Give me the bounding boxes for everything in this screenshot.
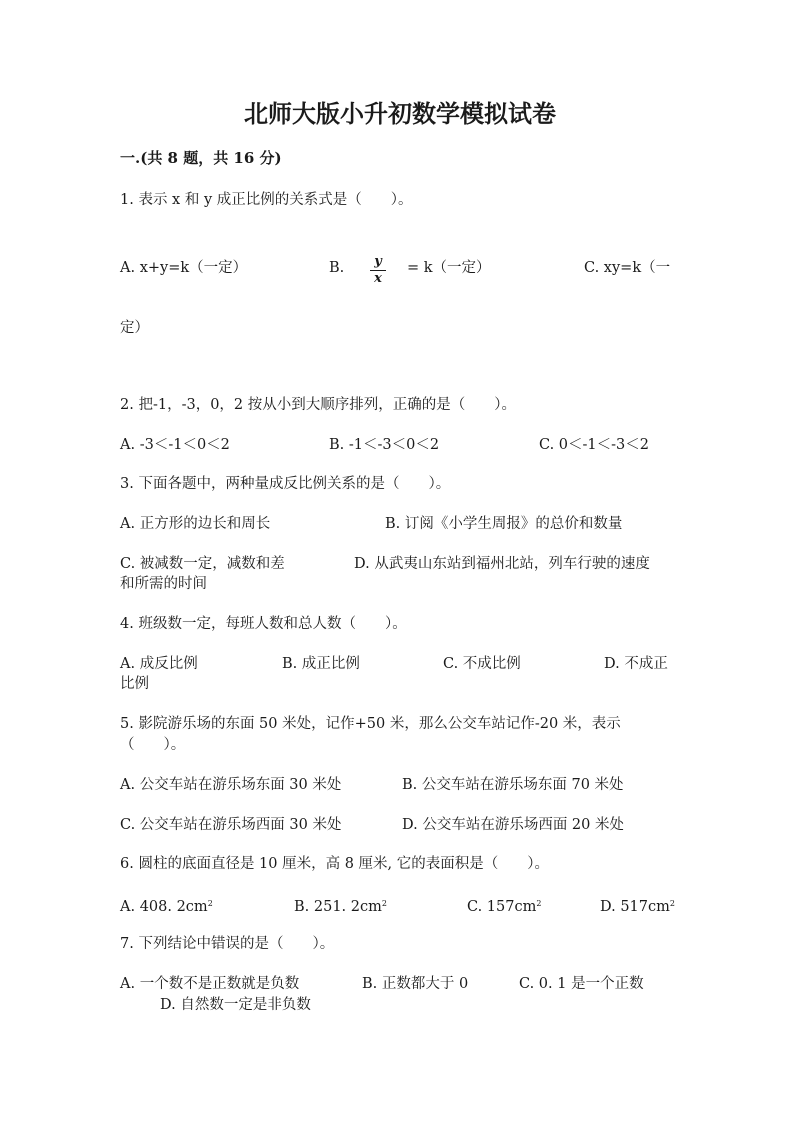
question-3-stem: 3. 下面各题中，两种量成反比例关系的是（ ）。 (120, 476, 451, 492)
question-5-stem-continued: （ ）。 (120, 737, 186, 753)
question-7-option-b: B. 正数都大于 0 (362, 976, 469, 992)
question-6-option-b (294, 894, 387, 917)
superscript: 2 (381, 899, 387, 908)
question-7-option-a: A. 一个数不是正数就是负数 (120, 976, 300, 992)
question-5-option-d: D. 公交车站在游乐场西面 20 米处 (402, 817, 624, 833)
question-5-option-c: C. 公交车站在游乐场西面 30 米处 (120, 817, 342, 833)
question-1-stem: 1. 表示 x 和 y 成正比例的关系式是（ ）。 (120, 192, 413, 208)
question-3-option-a: A. 正方形的边长和周长 (120, 516, 271, 532)
question-5-option-b: B. 公交车站在游乐场东面 70 米处 (402, 777, 624, 793)
question-6-option-d (600, 894, 675, 917)
option-text: C. 157cm (467, 899, 537, 915)
question-1-option-b-fraction (368, 255, 388, 286)
question-7-option-c: C. 0. 1 是一个正数 (519, 976, 644, 992)
section-header: 一.(共 8 题，共 16 分) (120, 149, 282, 167)
question-2-option-b: B. -1＜-3＜0＜2 (329, 437, 440, 453)
option-text: D. 517cm (600, 899, 670, 915)
fraction-numerator: y (374, 254, 382, 269)
question-3-option-b: B. 订阅《小学生周报》的总价和数量 (385, 516, 623, 532)
question-5-stem: 5. 影院游乐场的东面 50 米处，记作+50 米，那么公交车站记作-20 米，表示 (120, 716, 621, 732)
question-6-stem: 6. 圆柱的底面直径是 10 厘米，高 8 厘米, 它的表面积是（ ）。 (120, 856, 550, 872)
page-title: 北师大版小升初数学模拟试卷 (244, 99, 556, 128)
question-3-option-d-continued: 和所需的时间 (120, 576, 207, 592)
superscript: 2 (536, 899, 542, 908)
question-4-option-c: C. 不成比例 (443, 656, 521, 672)
question-7-stem: 7. 下列结论中错误的是（ ）。 (120, 936, 335, 952)
question-5-option-a: A. 公交车站在游乐场东面 30 米处 (120, 777, 342, 793)
question-4-stem: 4. 班级数一定，每班人数和总人数（ ）。 (120, 616, 407, 632)
question-6-option-a (120, 894, 213, 917)
question-2-stem: 2. 把-1，-3，0，2 按从小到大顺序排列，正确的是（ ）。 (120, 397, 517, 413)
question-1-option-a: A. x+y=k（一定） (120, 260, 248, 276)
option-text: A. 408. 2cm (120, 899, 208, 915)
question-3-option-c: C. 被减数一定，减数和差 (120, 556, 285, 572)
question-7-option-d: D. 自然数一定是非负数 (160, 997, 311, 1013)
question-1-option-c-continued: 定） (120, 320, 149, 336)
question-1-option-b-label: B. (329, 260, 345, 276)
question-3-option-d: D. 从武夷山东站到福州北站，列车行驶的速度 (354, 556, 650, 572)
question-4-option-d: D. 不成正 (604, 656, 668, 672)
question-2-option-a: A. -3＜-1＜0＜2 (120, 437, 230, 453)
option-text: B. 251. 2cm (294, 899, 382, 915)
superscript: 2 (669, 899, 675, 908)
superscript: 2 (207, 899, 213, 908)
question-1-option-c: C. xy=k（一 (584, 260, 671, 276)
question-4-option-b: B. 成正比例 (282, 656, 360, 672)
fraction-denominator: x (374, 271, 382, 286)
question-4-option-d-continued: 比例 (120, 676, 149, 692)
question-2-option-c: C. 0＜-1＜-3＜2 (539, 437, 649, 453)
question-6-option-c (467, 894, 541, 917)
question-1-option-b-rest: = k（一定） (407, 260, 491, 276)
question-4-option-a: A. 成反比例 (120, 656, 198, 672)
